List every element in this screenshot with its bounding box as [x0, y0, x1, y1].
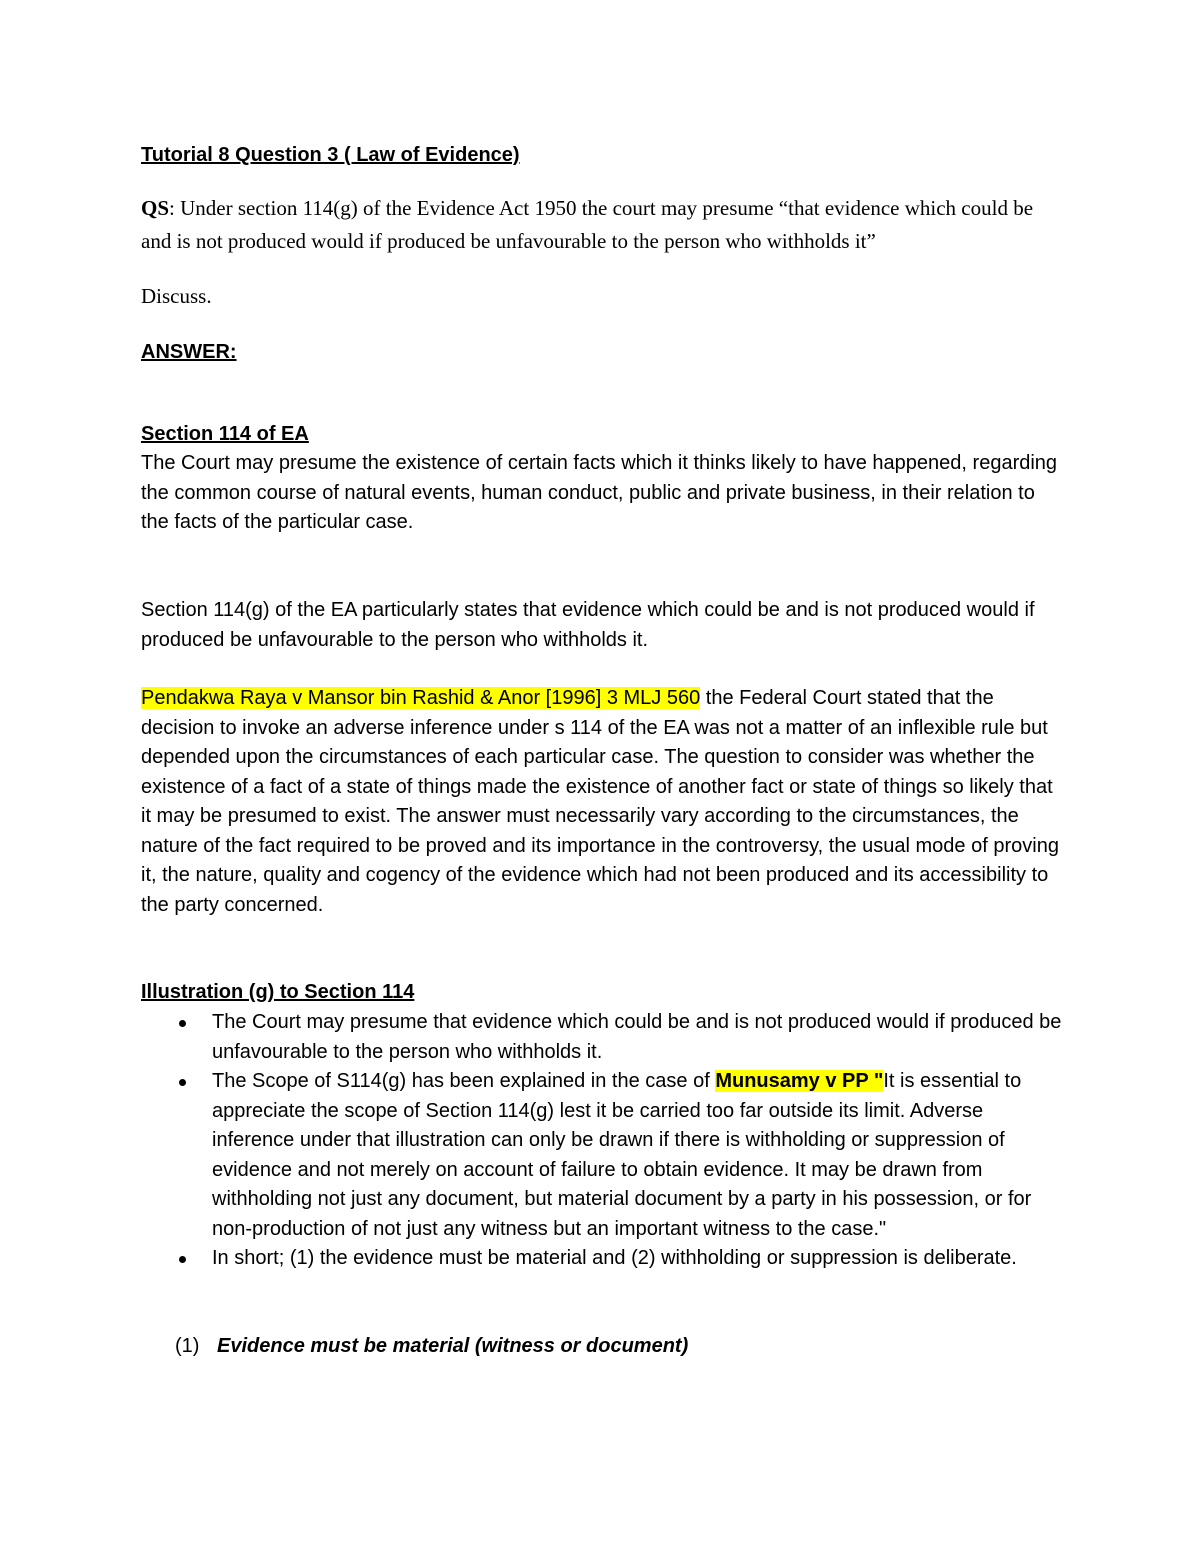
- numbered-item: [175, 1332, 1065, 1362]
- bullet-text-prefix: The Scope of S114(g) has been explained in the case of: [212, 1070, 716, 1092]
- bullet-list: [141, 1008, 1066, 1274]
- munusamy-case-highlight: Munusamy v PP ": [715, 1070, 884, 1092]
- section-heading: Section 114 of EA: [141, 423, 309, 445]
- case-text: the Federal Court stated that the decision to invoke an adverse inference under s 114 of the EA was not a matter of an inflexible rule but depended upon the circumstances of each particular case. The question to consider was whether the existence of a fact of a state of things made the existence of another fact or state of things so likely that it may be presumed to exist. The answer must necessarily vary according to the circumstances, the nature of the fact required to be proved and its importance in the controversy, the usual mode of proving it, the nature, quality and cogency of the evidence which had not been produced and its accessibility to the party concerned.: [141, 687, 1059, 916]
- section-g-paragraph: Section 114(g) of the EA particularly states that evidence which could be and is not produced would if produced be unfavourable to the person who withholds it.: [141, 599, 1035, 651]
- discuss-text: Discuss.: [141, 284, 212, 308]
- bullet-text-quote: It is essential to appreciate the scope of Section 114(g) lest it be carried too far outside its limit. Adverse inference under that illustration can only be drawn if there is withholding or suppression of evidence and not merely on account of failure to obtain evidence. It may be drawn from withholding not just any document, but material document by a party in his possession, or for non-production of not just any witness but an important witness to the case.": [212, 1070, 1032, 1240]
- question-text: : Under section 114(g) of the Evidence Act 1950 the court may presume “that evidence which could be and is not produced would if produced be unfavourable to the person who withholds it”: [141, 196, 1034, 253]
- numbered-item-text: Evidence must be material (witness or document): [217, 1335, 689, 1357]
- list-item: [141, 1244, 1066, 1274]
- document-title: Tutorial 8 Question 3 ( Law of Evidence): [141, 144, 520, 166]
- bullet-icon: [179, 1079, 186, 1086]
- item-number: (1): [175, 1335, 200, 1357]
- answer-heading: ANSWER:: [141, 341, 237, 363]
- question-prefix: QS: [141, 196, 170, 220]
- illustration-heading: Illustration (g) to Section 114: [141, 981, 415, 1003]
- list-item: [141, 1067, 1066, 1244]
- case-paragraph: [141, 684, 1066, 920]
- bullet-icon: [179, 1256, 186, 1263]
- bullet-text: The Court may presume that evidence which could be and is not produced would if produced be unfavourable to the person who withholds it.: [212, 1011, 1062, 1063]
- bullet-icon: [179, 1020, 186, 1027]
- section-paragraph: The Court may presume the existence of certain facts which it thinks likely to have happened, regarding the common course of natural events, human conduct, public and private business, in their relation to the facts of the particular case.: [141, 452, 1058, 533]
- question-paragraph: [141, 192, 1066, 258]
- case-name-highlight: Pendakwa Raya v Mansor bin Rashid & Anor [1996] 3 MLJ 560: [141, 687, 701, 709]
- list-item: [141, 1008, 1066, 1067]
- bullet-text: In short; (1) the evidence must be material and (2) withholding or suppression is deliberate.: [212, 1247, 1017, 1269]
